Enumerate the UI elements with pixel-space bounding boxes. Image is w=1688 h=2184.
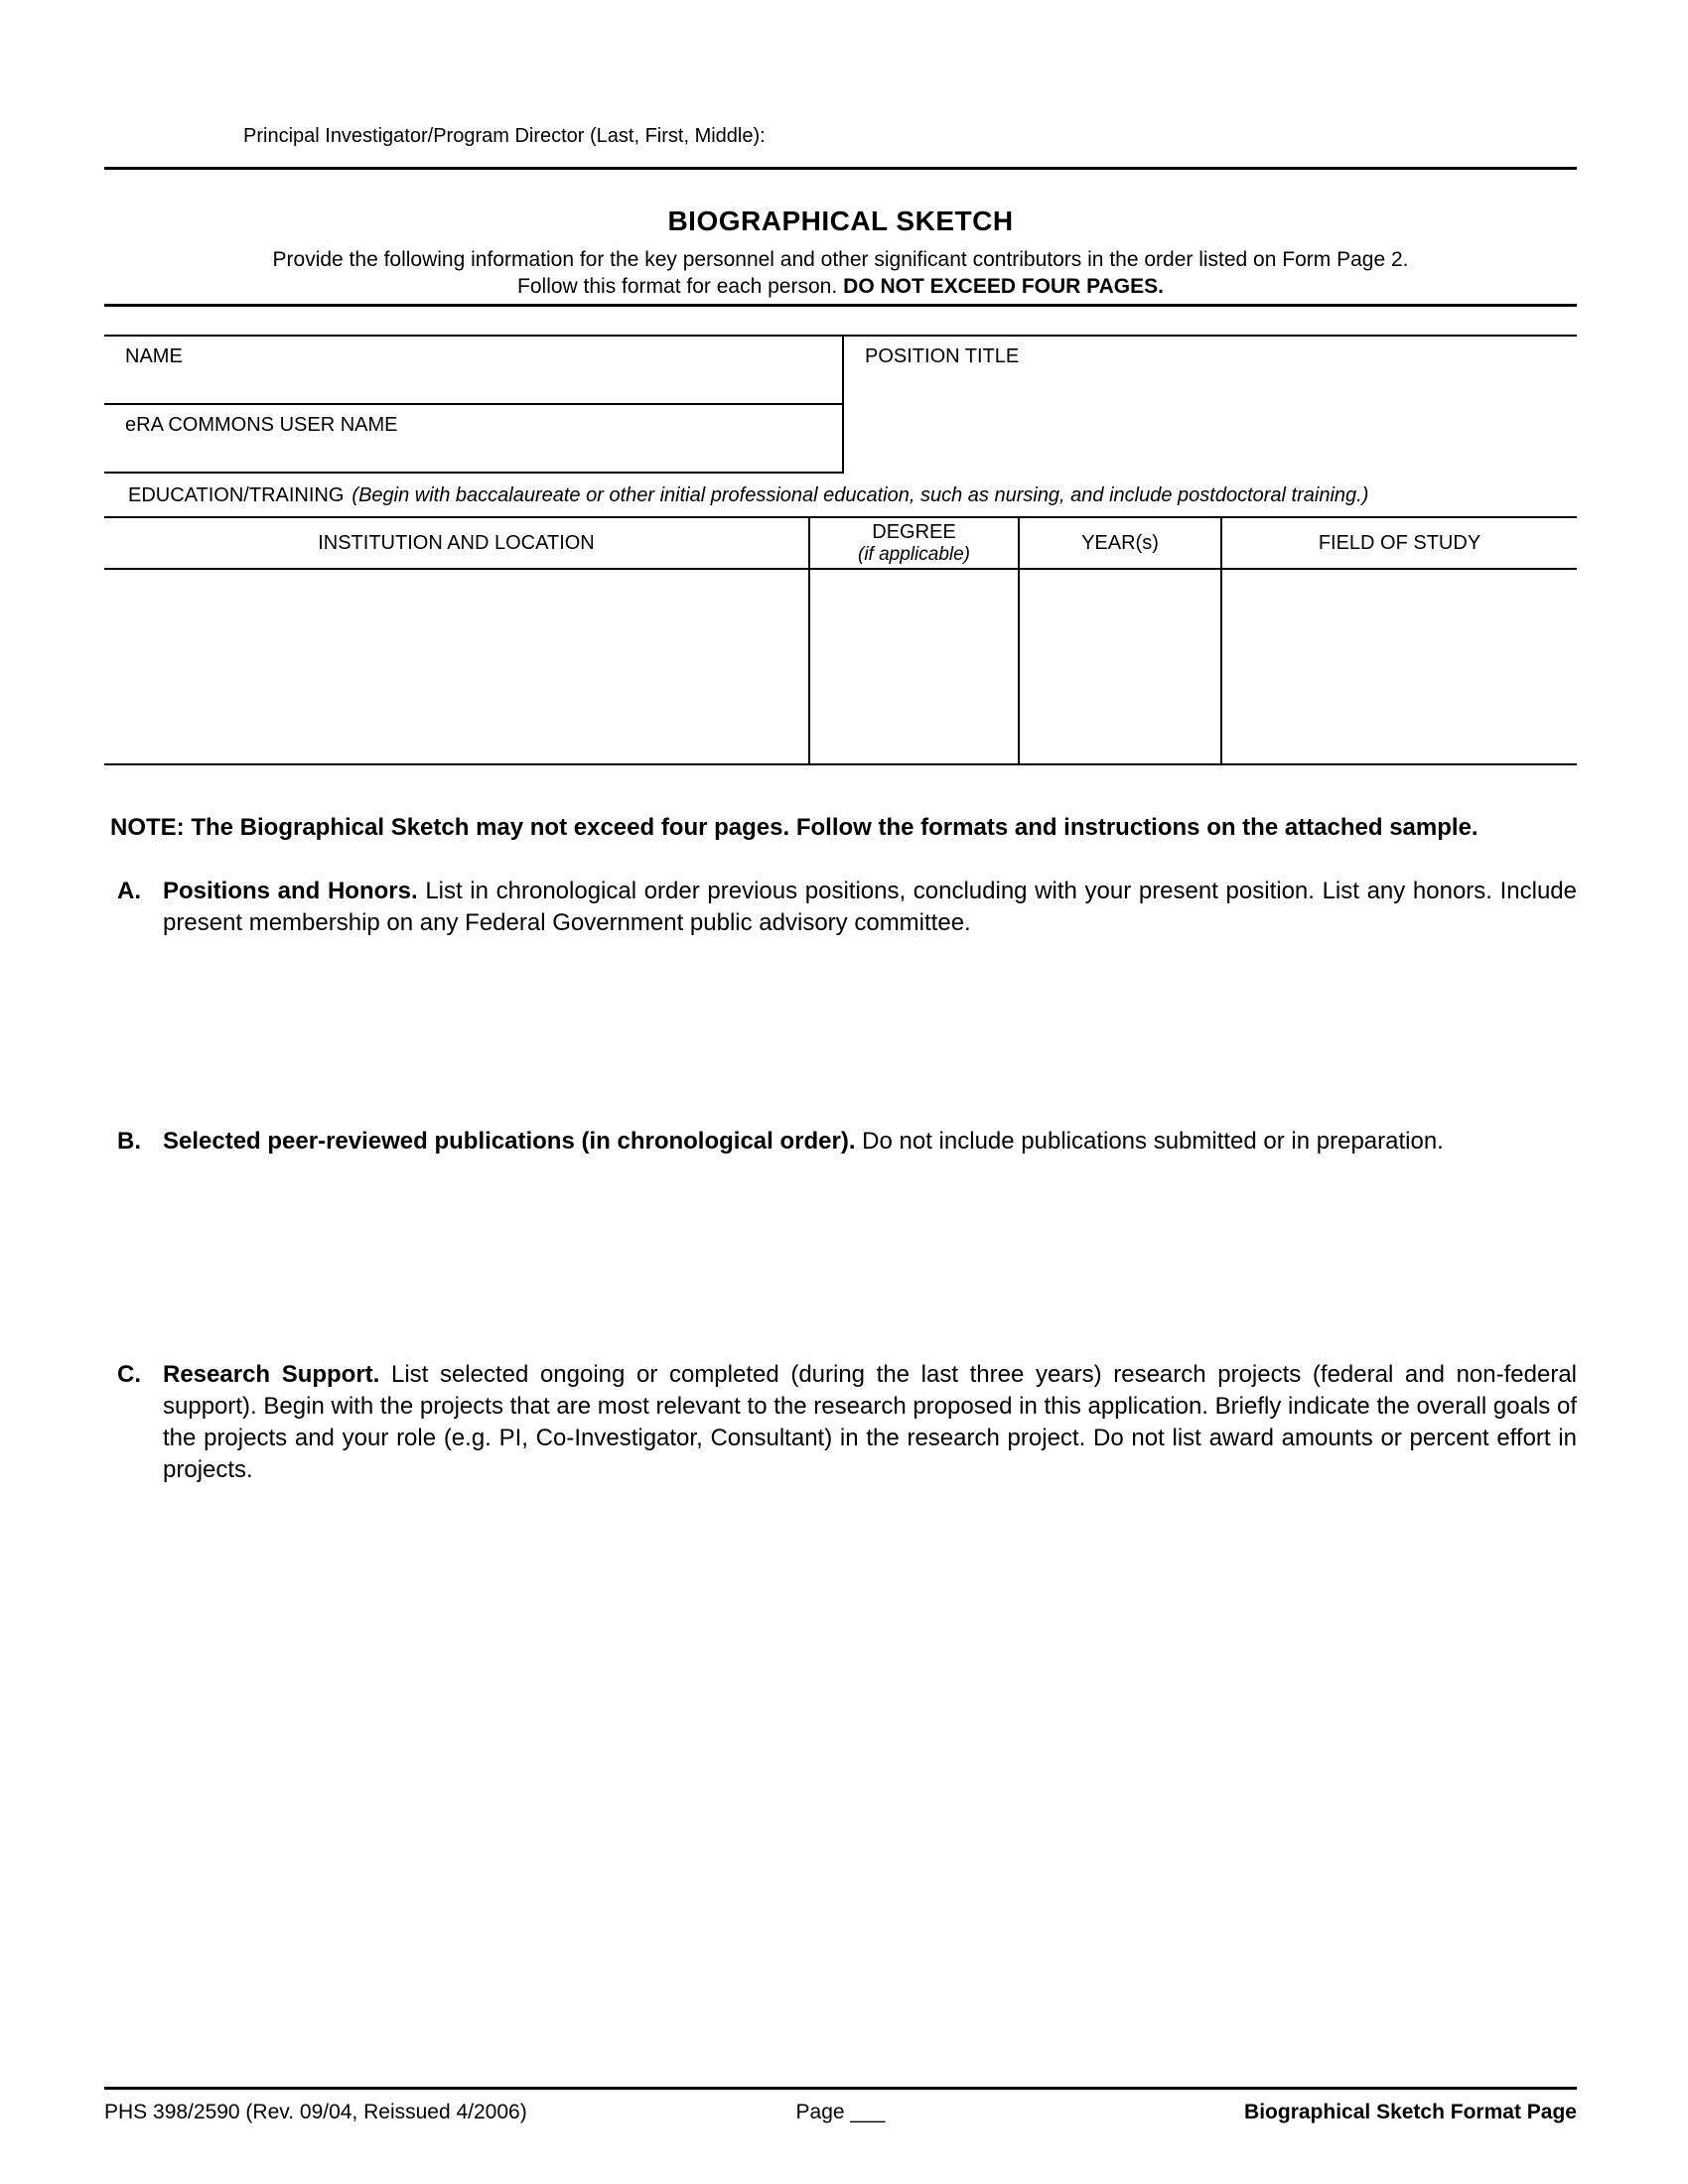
note-paragraph: NOTE: The Biographical Sketch may not exceed four pages. Follow the formats and instructions on the attached sample.: [110, 814, 1478, 841]
section-a-text: List in chronological order previous positions, concluding with your present position. List any honors. Include present membership on any Federal Government public advisory committee.: [163, 878, 1578, 936]
era-commons-user-name-label: eRA COMMONS USER NAME: [125, 414, 398, 436]
section-c-body: [163, 1359, 1577, 1486]
section-positions-and-honors: [104, 876, 1577, 939]
degree-if-applicable-label: (if applicable): [858, 544, 970, 565]
section-c-letter: C.: [117, 1361, 141, 1388]
identity-left-column: [104, 337, 844, 474]
position-title-cell: [844, 337, 1577, 474]
column-header-degree: [809, 517, 1019, 569]
section-b-body: [163, 1126, 1577, 1158]
field-of-study-cell[interactable]: [1221, 569, 1577, 764]
form-instructions-line1: Provide the following information for the key personnel and other significant contributors in the order listed on Form Page 2.: [272, 248, 1409, 271]
page-label: Page: [795, 2101, 845, 2123]
name-label: NAME: [125, 345, 183, 367]
section-c-text: List selected ongoing or completed (during the last three years) research projects (federal and non-federal support). Begin with the projects that are most relevant to the research proposed in this application. Briefly indicate the overall goals of the projects and your role (e.g. PI, Co-Investigator, Consultant) in the research project. Do not list award amounts or percent effort in projects.: [163, 1361, 1577, 1483]
education-training-label: EDUCATION/TRAINING: [128, 484, 345, 506]
column-header-years: [1019, 517, 1221, 569]
education-table: [104, 516, 1577, 765]
position-title-label: POSITION TITLE: [865, 345, 1020, 367]
form-number-label: PHS 398/2590 (Rev. 09/04, Reissued 4/2006): [104, 2101, 527, 2123]
identity-section: [104, 335, 1577, 474]
section-b-heading: Selected peer-reviewed publications (in chronological order).: [163, 1128, 856, 1155]
name-field[interactable]: [125, 368, 842, 392]
do-not-exceed-warning: DO NOT EXCEED FOUR PAGES.: [843, 275, 1164, 298]
page-footer: [104, 2087, 1577, 2125]
column-header-field-of-study: [1221, 517, 1577, 569]
section-peer-reviewed-publications: [104, 1126, 1577, 1158]
footer-rule: [104, 2087, 1577, 2090]
section-b-text: Do not include publications submitted or in preparation.: [862, 1128, 1444, 1155]
column-header-institution-location: [104, 517, 809, 569]
section-research-support: [104, 1359, 1577, 1486]
institution-location-header-label: INSTITUTION AND LOCATION: [318, 532, 595, 554]
form-title: BIOGRAPHICAL SKETCH: [667, 205, 1014, 236]
name-cell: [104, 337, 842, 405]
instructions-line2-text: Follow this format for each person.: [517, 275, 838, 298]
era-commons-user-name-field[interactable]: [125, 437, 842, 461]
form-instructions-line2: [104, 273, 1577, 300]
header-rule: [104, 167, 1577, 170]
pi-name-field[interactable]: [766, 129, 1282, 149]
page-number-blank[interactable]: ___: [850, 2101, 886, 2123]
instructions-rule: [104, 304, 1577, 307]
section-a-body: [163, 876, 1577, 939]
section-a-letter: A.: [117, 878, 141, 904]
degree-cell[interactable]: [809, 569, 1019, 764]
section-a-heading: Positions and Honors.: [163, 878, 418, 904]
degree-header-label: DEGREE: [872, 521, 956, 543]
section-b-letter: B.: [117, 1128, 141, 1155]
education-header-row: [104, 517, 1577, 569]
era-commons-cell: [104, 405, 842, 474]
footer-page-title: Biographical Sketch Format Page: [1244, 2101, 1577, 2123]
education-entry-row: [104, 569, 1577, 764]
years-header-label: YEAR(s): [1081, 532, 1159, 554]
education-training-caption: [128, 483, 1577, 508]
pi-header: [243, 123, 1577, 149]
years-cell[interactable]: [1019, 569, 1221, 764]
section-c-heading: Research Support.: [163, 1361, 380, 1388]
education-training-note: (Begin with baccalaureate or other initial professional education, such as nursing, and include postdoctoral training.): [352, 484, 1369, 506]
institution-location-cell[interactable]: [104, 569, 809, 764]
page-number: [595, 2099, 1085, 2125]
field-of-study-header-label: FIELD OF STUDY: [1318, 532, 1481, 554]
pi-program-director-label: Principal Investigator/Program Director (Last, First, Middle):: [243, 125, 766, 147]
footer-row: [104, 2099, 1577, 2125]
position-title-field[interactable]: [865, 368, 1577, 392]
